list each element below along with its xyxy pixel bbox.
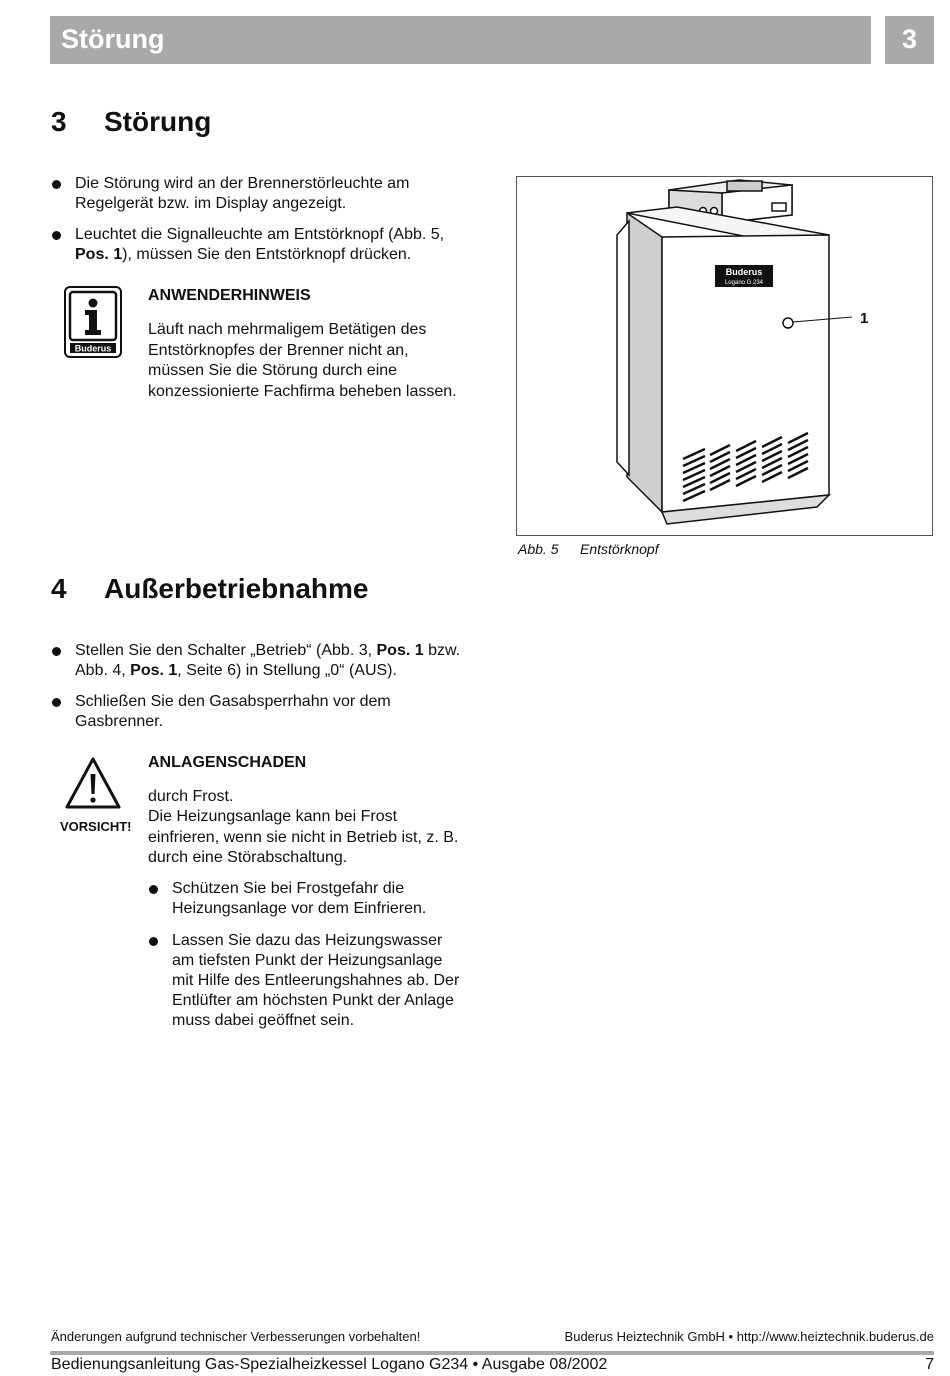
bullet-dot	[52, 698, 61, 707]
reset-button-icon	[783, 318, 793, 328]
callout-1: 1	[860, 310, 869, 327]
bullet-text-post: ), müssen Sie den Entstörknopf drücken.	[122, 246, 412, 263]
header-bar	[50, 16, 871, 64]
section-4-title: Außerbetriebnahme	[104, 573, 369, 604]
figure-boiler	[516, 176, 933, 536]
section-3-bullet-2	[75, 225, 467, 265]
boiler-illustration	[517, 177, 932, 535]
figure-caption-text: Entstörknopf	[580, 541, 659, 557]
bullet-dot	[52, 231, 61, 240]
bullet-text: Schützen Sie bei Frostgefahr die Heizungsanlage vor dem Einfrieren.	[172, 880, 427, 917]
footer-page-number: 7	[925, 1356, 934, 1373]
warning-bullet-1	[172, 879, 464, 919]
header-chapter-box	[885, 16, 934, 64]
bullet-text-part: bzw. Abb. 4,	[75, 642, 461, 679]
bullet-text-part: Stellen Sie den Schalter „Betrieb“ (Abb. 3,	[75, 642, 377, 659]
footer-divider	[50, 1351, 934, 1355]
section-4-number: 4	[51, 573, 67, 604]
bullet-dot	[149, 937, 158, 946]
warning-bullet-2	[172, 931, 464, 1031]
note-body: Läuft nach mehrmaligem Betätigen des Entstörknopfes der Brenner nicht an, müssen Sie die Störung durch eine konzessionierte Fachfirma beheben lassen.	[148, 321, 457, 400]
warning-title: ANLAGENSCHADEN	[148, 754, 307, 771]
section-4-bullet-1	[75, 641, 470, 681]
footer-company: Buderus Heiztechnik GmbH • http://www.heiztechnik.buderus.de	[564, 1329, 934, 1344]
header-title: Störung	[61, 24, 165, 54]
section-4-bullet-2	[75, 692, 455, 732]
section-3-title: Störung	[104, 106, 212, 137]
note-title: ANWENDERHINWEIS	[148, 287, 311, 304]
bullet-text-bold: Pos. 1	[75, 246, 123, 263]
bullet-text-pre: Leuchtet die Signalleuchte am Entstörknopf (Abb. 5,	[75, 226, 445, 243]
bullet-text: Die Störung wird an der Brennerstörleuchte am Regelgerät bzw. im Display angezeigt.	[75, 175, 410, 212]
svg-text:Logano G 234: Logano G 234	[724, 280, 764, 286]
bullet-dot	[149, 885, 158, 894]
warning-line-1: durch Frost.	[148, 788, 234, 805]
bullet-dot	[52, 180, 61, 189]
section-3-bullet-1	[75, 174, 467, 214]
footer-disclaimer: Änderungen aufgrund technischer Verbesserungen vorbehalten!	[51, 1329, 421, 1344]
warning-body: Die Heizungsanlage kann bei Frost einfrieren, wenn sie nicht in Betrieb ist, z. B. durch eine Störabschaltung.	[148, 808, 459, 866]
svg-text:Buderus: Buderus	[74, 343, 112, 354]
warning-triangle-icon	[64, 756, 122, 810]
bullet-dot	[52, 647, 61, 656]
section-3-number: 3	[51, 106, 67, 137]
footer-document-title: Bedienungsanleitung Gas-Spezialheizkessel Logano G234 • Ausgabe 08/2002	[51, 1356, 608, 1373]
figure-caption-number: Abb. 5	[518, 541, 559, 557]
svg-text:Buderus: Buderus	[725, 267, 763, 277]
nameplate	[715, 265, 773, 287]
header-chapter-number: 3	[901, 24, 918, 54]
warning-label: VORSICHT!	[60, 819, 132, 834]
bullet-text-bold: Pos. 1	[130, 662, 178, 679]
buderus-info-logo	[64, 286, 122, 358]
bullet-text: Lassen Sie dazu das Heizungswasser am tiefsten Punkt der Heizungsanlage mit Hilfe des Entleerungshahnes ab. Der Entlüfter am höchsten Punkt der Anlage muss dabei geöffnet sein.	[172, 932, 460, 1029]
bullet-text: Schließen Sie den Gasabsperrhahn vor dem Gasbrenner.	[75, 693, 391, 730]
bullet-text-part: , Seite 6) in Stellung „0“ (AUS).	[177, 662, 397, 679]
bullet-text-bold: Pos. 1	[376, 642, 424, 659]
